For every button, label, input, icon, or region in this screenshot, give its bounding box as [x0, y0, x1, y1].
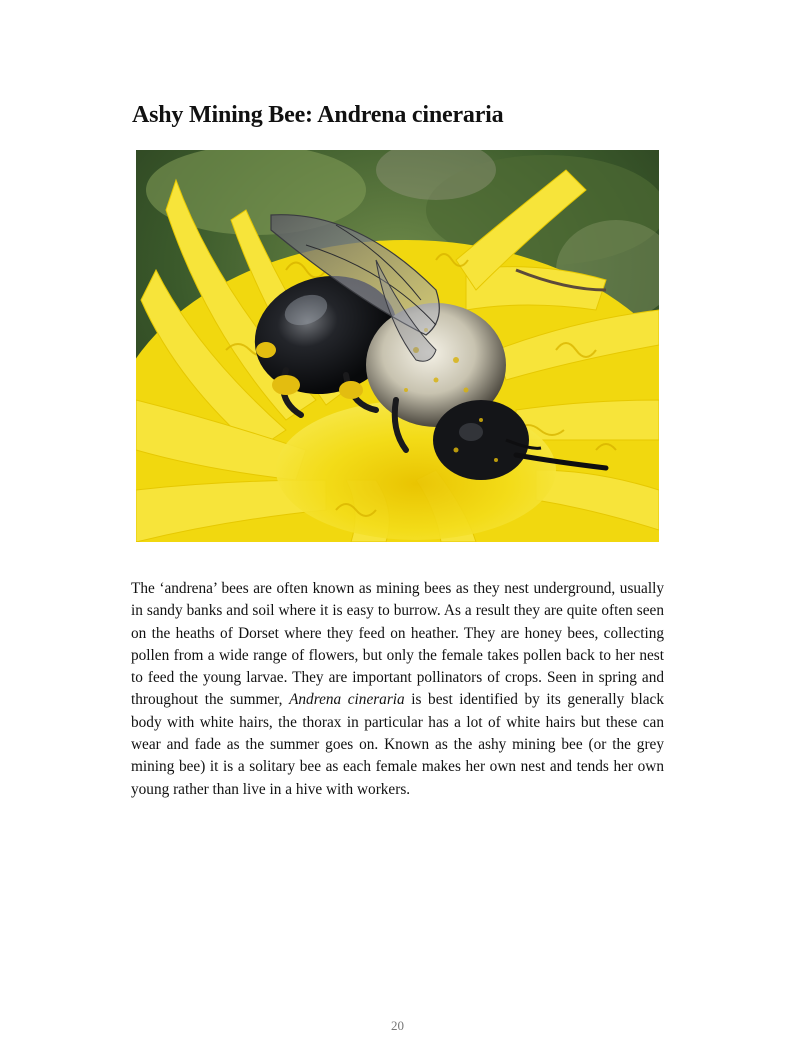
- page-number: 20: [391, 1018, 404, 1033]
- body-paragraph: [131, 578, 664, 801]
- bee-photo: [136, 150, 659, 542]
- body-intro: The ‘andrena’ bees are often known as mining bees as they nest underground, usually in sandy banks and soil where it is easy to burrow. As a result they are quite often seen on the heaths of Dorset where they feed on heather. They are honey bees, collecting pollen from a wide range of flowers, but only the female takes pollen back to her nest to feed the young larvae. They are important pollinators of crops. Seen in spring and throughout the summer,: [131, 580, 664, 709]
- species-name: Andrena cineraria: [289, 691, 405, 709]
- bee-on-dandelion-photo: [136, 150, 659, 542]
- page-title: Ashy Mining Bee: Andrena cineraria: [132, 102, 504, 128]
- body-rest: is best identified by its generally black body with white hairs, the thorax in particular has a lot of white hairs but these can wear and fade as the summer goes on. Known as the ashy mining bee (or the grey mining bee) it is a solitary bee as each female makes her own nest and tends her own young rather than live in a hive with workers.: [131, 691, 664, 798]
